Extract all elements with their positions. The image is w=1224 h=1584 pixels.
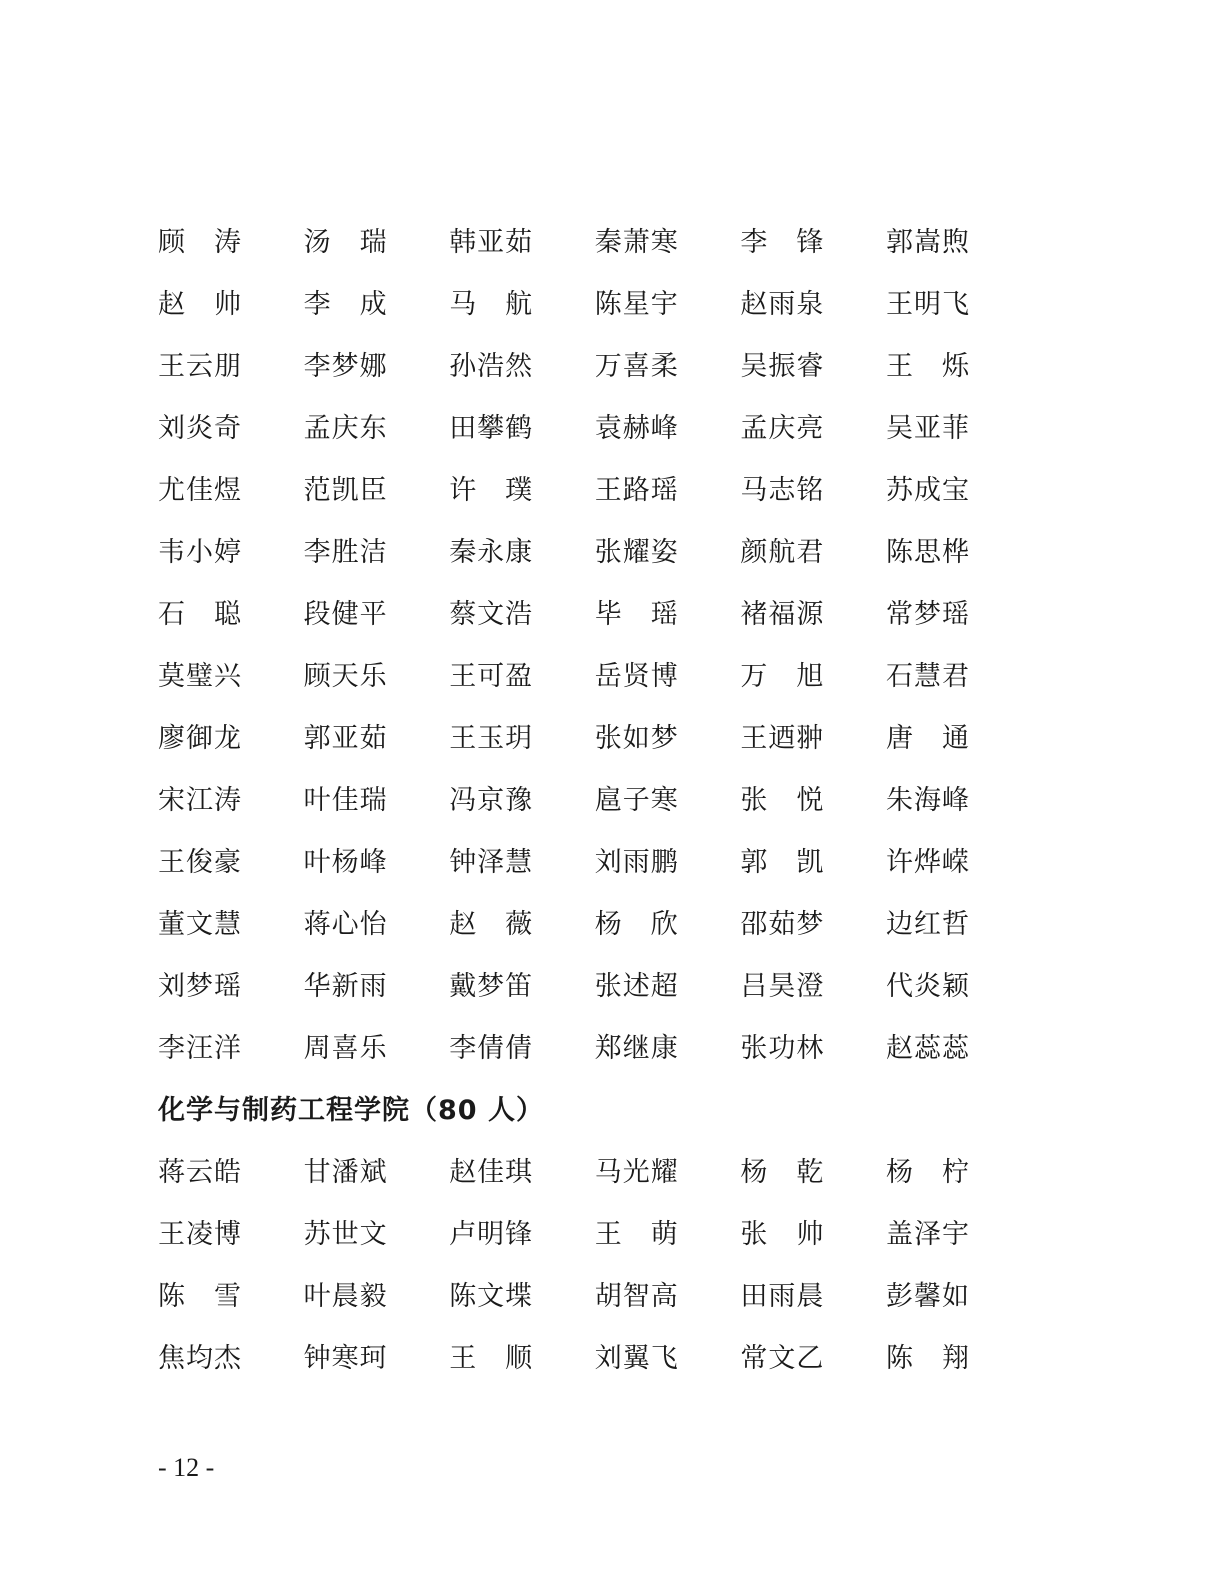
student-name: 莫璧兴 <box>158 661 242 692</box>
student-name: 张如梦 <box>594 723 679 754</box>
student-name: 王路瑶 <box>594 475 679 506</box>
student-name: 孟庆亮 <box>740 413 825 444</box>
student-name: 秦永康 <box>449 537 534 568</box>
student-name: 顾 涛 <box>158 227 242 258</box>
name-row <box>158 956 1038 1018</box>
student-name: 许 璞 <box>449 475 534 506</box>
student-name: 代炎颖 <box>885 971 970 1002</box>
name-row <box>158 770 1038 832</box>
student-name: 陈思桦 <box>885 537 970 568</box>
student-name: 褚福源 <box>740 599 825 630</box>
student-name: 边红哲 <box>885 909 970 940</box>
student-name: 蒋云皓 <box>158 1157 242 1188</box>
student-name: 杨 柠 <box>885 1157 970 1188</box>
student-name: 李 成 <box>303 289 388 320</box>
student-name: 王凌博 <box>158 1219 242 1250</box>
student-name: 吕昊澄 <box>740 971 825 1002</box>
student-name: 吴亚菲 <box>885 413 970 444</box>
student-name: 张 帅 <box>740 1219 825 1250</box>
page-number: - 12 - <box>158 1453 215 1482</box>
name-list-section-2 <box>158 1142 1038 1390</box>
student-name: 唐 通 <box>885 723 970 754</box>
student-name: 华新雨 <box>303 971 388 1002</box>
student-name: 刘雨鹏 <box>594 847 679 878</box>
name-row <box>158 1328 1038 1390</box>
student-name: 万喜柔 <box>594 351 679 382</box>
student-name: 焦均杰 <box>158 1343 242 1374</box>
name-row <box>158 832 1038 894</box>
student-name: 石 聪 <box>158 599 242 630</box>
student-name: 陈 雪 <box>158 1281 242 1312</box>
student-name: 许烨嵘 <box>885 847 970 878</box>
student-name: 王云朋 <box>158 351 242 382</box>
student-name: 田雨晨 <box>740 1281 825 1312</box>
student-name: 叶杨峰 <box>303 847 388 878</box>
student-name: 刘梦瑶 <box>158 971 242 1002</box>
student-name: 王 萌 <box>594 1219 679 1250</box>
student-name: 段健平 <box>303 599 388 630</box>
name-row <box>158 460 1038 522</box>
name-row <box>158 1018 1038 1080</box>
student-name: 戴梦笛 <box>449 971 534 1002</box>
name-row <box>158 274 1038 336</box>
student-name: 叶晨毅 <box>303 1281 388 1312</box>
student-name: 范凯臣 <box>303 475 388 506</box>
name-list-section-1 <box>158 212 1038 1080</box>
student-name: 蒋心怡 <box>303 909 388 940</box>
student-name: 颜航君 <box>740 537 825 568</box>
student-name: 秦萧寒 <box>594 227 679 258</box>
student-name: 冯京豫 <box>449 785 534 816</box>
student-name: 孟庆东 <box>303 413 388 444</box>
student-name: 胡智高 <box>594 1281 679 1312</box>
student-name: 赵佳琪 <box>449 1157 534 1188</box>
names-block <box>158 212 1038 1390</box>
student-name: 李汪洋 <box>158 1033 242 1064</box>
student-name: 万 旭 <box>740 661 825 692</box>
student-name: 汤 瑞 <box>303 227 388 258</box>
student-name: 周喜乐 <box>303 1033 388 1064</box>
student-name: 张述超 <box>594 971 679 1002</box>
student-name: 顾天乐 <box>303 661 388 692</box>
student-name: 王俊豪 <box>158 847 242 878</box>
student-name: 郭 凯 <box>740 847 825 878</box>
student-name: 张 悦 <box>740 785 825 816</box>
student-name: 尤佳煜 <box>158 475 242 506</box>
student-name: 吴振睿 <box>740 351 825 382</box>
student-name: 蔡文浩 <box>449 599 534 630</box>
name-row <box>158 1266 1038 1328</box>
student-name: 王 顺 <box>449 1343 534 1374</box>
student-name: 钟泽慧 <box>449 847 534 878</box>
student-name: 盖泽宇 <box>885 1219 970 1250</box>
student-name: 卢明锋 <box>449 1219 534 1250</box>
student-name: 郭亚茹 <box>303 723 388 754</box>
student-name: 孙浩然 <box>449 351 534 382</box>
student-name: 李 锋 <box>740 227 825 258</box>
student-name: 张耀姿 <box>594 537 679 568</box>
student-name: 袁赫峰 <box>594 413 679 444</box>
student-name: 王明飞 <box>885 289 970 320</box>
student-name: 韩亚茹 <box>449 227 534 258</box>
student-name: 扈子寒 <box>594 785 679 816</box>
name-row <box>158 1142 1038 1204</box>
student-name: 李梦娜 <box>303 351 388 382</box>
student-name: 韦小婷 <box>158 537 242 568</box>
student-name: 苏世文 <box>303 1219 388 1250</box>
student-name: 李倩倩 <box>449 1033 534 1064</box>
student-name: 马 航 <box>449 289 534 320</box>
name-row <box>158 708 1038 770</box>
student-name: 王玉玥 <box>449 723 534 754</box>
student-name: 岳贤博 <box>594 661 679 692</box>
student-name: 常梦瑶 <box>885 599 970 630</box>
name-row <box>158 894 1038 956</box>
student-name: 宋江涛 <box>158 785 242 816</box>
student-name: 赵 帅 <box>158 289 242 320</box>
student-name: 杨 乾 <box>740 1157 825 1188</box>
name-row <box>158 398 1038 460</box>
student-name: 董文慧 <box>158 909 242 940</box>
student-name: 陈文堞 <box>449 1281 534 1312</box>
student-name: 刘翼飞 <box>594 1343 679 1374</box>
student-name: 马志铭 <box>740 475 825 506</box>
student-name: 苏成宝 <box>885 475 970 506</box>
section-heading: 化学与制药工程学院（80 人） <box>158 1095 544 1126</box>
student-name: 石慧君 <box>885 661 970 692</box>
student-name: 甘潘斌 <box>303 1157 388 1188</box>
student-name: 钟寒珂 <box>303 1343 388 1374</box>
student-name: 毕 瑶 <box>594 599 679 630</box>
student-name: 廖御龙 <box>158 723 242 754</box>
student-name: 陈星宇 <box>594 289 679 320</box>
student-name: 马光耀 <box>594 1157 679 1188</box>
student-name: 王迺翀 <box>740 723 825 754</box>
name-row <box>158 336 1038 398</box>
name-row <box>158 522 1038 584</box>
student-name: 王 烁 <box>885 351 970 382</box>
student-name: 邵茹梦 <box>740 909 825 940</box>
student-name: 赵雨泉 <box>740 289 825 320</box>
student-name: 朱海峰 <box>885 785 970 816</box>
student-name: 杨 欣 <box>594 909 679 940</box>
name-row <box>158 212 1038 274</box>
student-name: 郑继康 <box>594 1033 679 1064</box>
student-name: 刘炎奇 <box>158 413 242 444</box>
student-name: 彭馨如 <box>885 1281 970 1312</box>
student-name: 张功林 <box>740 1033 825 1064</box>
student-name: 李胜洁 <box>303 537 388 568</box>
student-name: 赵 薇 <box>449 909 534 940</box>
student-name: 田攀鹤 <box>449 413 534 444</box>
name-row <box>158 1204 1038 1266</box>
name-row <box>158 584 1038 646</box>
name-row <box>158 646 1038 708</box>
student-name: 陈 翔 <box>885 1343 970 1374</box>
student-name: 赵蕊蕊 <box>885 1033 970 1064</box>
student-name: 叶佳瑞 <box>303 785 388 816</box>
student-name: 常文乙 <box>740 1343 825 1374</box>
student-name: 郭嵩煦 <box>885 227 970 258</box>
student-name: 王可盈 <box>449 661 534 692</box>
